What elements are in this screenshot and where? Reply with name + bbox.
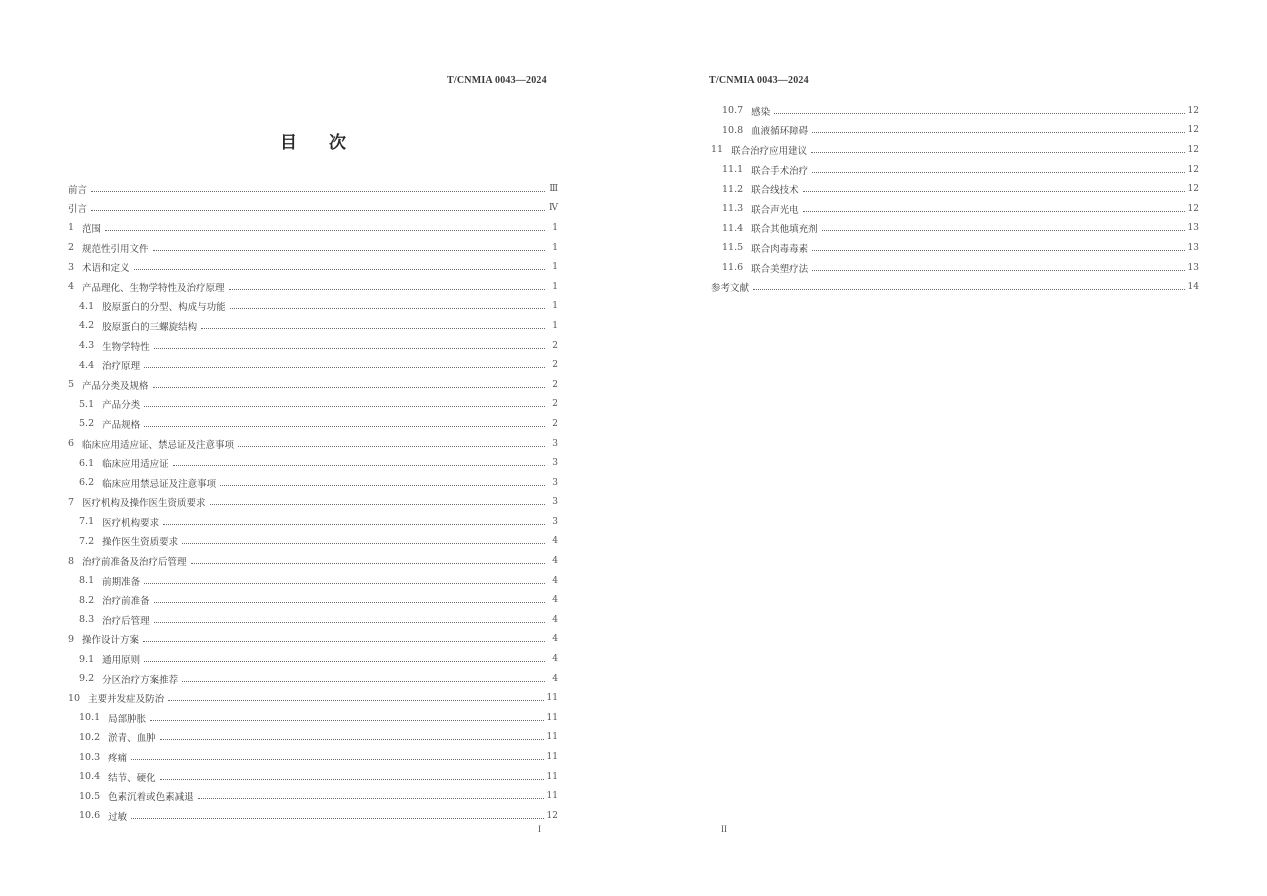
toc-entry-page: 3 — [552, 477, 558, 488]
toc-entry-page: 14 — [1187, 282, 1199, 293]
toc-entry-number: 7.2 — [79, 535, 95, 547]
dot-leader — [803, 210, 1185, 212]
toc-entry-label: 局部肿胀 — [108, 713, 147, 725]
dot-leader — [173, 464, 545, 466]
toc-entry[interactable] — [68, 747, 558, 767]
dot-leader — [182, 542, 545, 544]
dot-leader — [822, 229, 1185, 231]
dot-leader — [812, 171, 1184, 173]
dot-leader — [774, 112, 1184, 114]
toc-entry-page: 12 — [1187, 184, 1199, 195]
dot-leader — [144, 582, 545, 584]
toc-entry-number: 5 — [68, 379, 75, 391]
toc-entry-number: 7 — [68, 496, 75, 508]
dot-leader — [230, 307, 545, 309]
toc-entry-label: 产品分类及规格 — [82, 380, 149, 392]
toc-entry-label: 前言 — [68, 184, 88, 196]
toc-entry-label: 治疗后管理 — [102, 615, 150, 627]
toc-entry-number: 10.2 — [79, 731, 101, 743]
dot-leader — [154, 621, 545, 623]
toc-entry[interactable] — [68, 688, 558, 708]
toc-entry-number: 4.4 — [79, 359, 95, 371]
toc-entry-page: 1 — [552, 242, 558, 253]
toc-entry-number: 8.1 — [79, 575, 95, 587]
toc-entry-label: 联合线技术 — [751, 185, 799, 197]
toc-entry-label: 主要并发症及防治 — [88, 694, 165, 706]
toc-entry-number: 11.2 — [722, 183, 744, 195]
dot-leader — [153, 386, 545, 388]
toc-entry-page: 1 — [552, 301, 558, 312]
toc-entry-number: 2 — [68, 242, 75, 254]
toc-entry-label: 医疗机构及操作医生资质要求 — [82, 498, 206, 510]
toc-entry[interactable] — [68, 532, 558, 552]
page-number: I — [538, 824, 541, 834]
dot-leader — [812, 269, 1184, 271]
toc-entry-number: 11.4 — [722, 222, 744, 234]
toc-entry[interactable] — [68, 669, 558, 689]
toc-entry-label: 感染 — [751, 106, 771, 118]
toc-entry-label: 联合手术治疗 — [751, 165, 809, 177]
dot-leader — [210, 503, 545, 505]
toc-entry[interactable] — [68, 199, 558, 219]
toc-entry-page: 2 — [552, 399, 558, 410]
toc-entry-page: 13 — [1187, 262, 1199, 273]
toc-entry-label: 操作设计方案 — [82, 635, 140, 647]
toc-entry[interactable] — [68, 277, 558, 297]
toc-entry-number: 11.1 — [722, 164, 744, 176]
dot-leader — [191, 562, 545, 564]
toc-entry-number: 5.2 — [79, 418, 95, 430]
dot-leader — [144, 405, 545, 407]
toc-entry-number: 6.2 — [79, 477, 95, 489]
toc-entry-page: 13 — [1187, 223, 1199, 234]
toc-entry-page: 11 — [546, 693, 558, 704]
toc-entry[interactable] — [711, 277, 1199, 297]
dot-leader — [144, 660, 545, 662]
dot-leader — [91, 190, 545, 192]
toc-entry-page: 3 — [552, 516, 558, 527]
toc-entry-number: 5.1 — [79, 398, 95, 410]
left-page — [0, 0, 620, 896]
toc-entry-label: 治疗原理 — [102, 361, 141, 373]
toc-entry-label: 联合其他填充剂 — [751, 224, 818, 236]
toc-entry[interactable] — [68, 649, 558, 669]
toc-entry-number: 10.7 — [722, 105, 744, 117]
toc-entry-label: 术语和定义 — [82, 263, 130, 275]
dot-leader — [811, 151, 1184, 153]
dot-leader — [154, 601, 545, 603]
dot-leader — [812, 131, 1184, 133]
toc-entry-label: 临床应用适应证、禁忌证及注意事项 — [82, 439, 235, 451]
toc-entry[interactable] — [68, 571, 558, 591]
dot-leader — [160, 738, 544, 740]
right-page — [640, 0, 1267, 896]
toc-title: 目次 — [280, 133, 378, 153]
toc-entry-page: 1 — [552, 281, 558, 292]
dot-leader — [134, 268, 545, 270]
toc-entry-page: 11 — [546, 771, 558, 782]
toc-entry[interactable] — [711, 179, 1199, 199]
toc-entry-label: 胶原蛋白的三螺旋结构 — [102, 321, 198, 333]
toc-entry[interactable] — [68, 316, 558, 336]
toc-entry-page: 4 — [552, 634, 558, 645]
toc-list — [711, 101, 1199, 297]
toc-entry-page: 12 — [1187, 105, 1199, 116]
toc-entry-page: 2 — [552, 360, 558, 371]
toc-entry-label: 过敏 — [108, 811, 128, 823]
dot-leader — [131, 817, 543, 819]
dot-leader — [153, 249, 545, 251]
toc-entry-label: 治疗前准备 — [102, 596, 150, 608]
toc-entry-number: 4.2 — [79, 320, 95, 332]
dot-leader — [229, 288, 545, 290]
toc-entry-label: 淤青、血肿 — [108, 733, 156, 745]
toc-entry-page: 4 — [552, 654, 558, 665]
toc-entry-page: 4 — [552, 595, 558, 606]
toc-entry-label: 产品规格 — [102, 419, 141, 431]
toc-entry-page: 2 — [552, 379, 558, 390]
toc-entry-number: 10.1 — [79, 712, 101, 724]
toc-entry[interactable] — [68, 395, 558, 415]
toc-entry-number: 4.1 — [79, 300, 95, 312]
dot-leader — [163, 523, 545, 525]
toc-entry-number: 6 — [68, 438, 75, 450]
toc-entry-label: 临床应用适应证 — [102, 459, 169, 471]
toc-entry-page: 2 — [552, 418, 558, 429]
toc-entry-label: 参考文献 — [711, 283, 750, 295]
dot-leader — [105, 229, 545, 231]
toc-entry-page: 2 — [552, 340, 558, 351]
dot-leader — [91, 209, 545, 211]
toc-entry-label: 胶原蛋白的分型、构成与功能 — [102, 302, 226, 314]
toc-entry-label: 医疗机构要求 — [102, 517, 160, 529]
toc-entry[interactable] — [68, 610, 558, 630]
toc-entry[interactable] — [68, 297, 558, 317]
toc-entry-page: 12 — [1187, 125, 1199, 136]
toc-entry-page: 12 — [1187, 144, 1199, 155]
toc-entry[interactable] — [68, 355, 558, 375]
toc-entry-page: 12 — [546, 810, 558, 821]
toc-entry-number: 9.1 — [79, 653, 95, 665]
toc-entry-label: 联合声光电 — [751, 204, 799, 216]
toc-entry-page: 11 — [546, 712, 558, 723]
toc-entry-number: 10 — [68, 692, 81, 704]
dot-leader — [220, 484, 545, 486]
toc-entry[interactable] — [68, 630, 558, 650]
dot-leader — [201, 327, 545, 329]
toc-entry[interactable] — [68, 551, 558, 571]
toc-entry-number: 8 — [68, 555, 75, 567]
dot-leader — [198, 797, 544, 799]
toc-entry-page: 1 — [552, 320, 558, 331]
toc-entry[interactable] — [68, 218, 558, 238]
toc-entry-label: 规范性引用文件 — [82, 243, 149, 255]
standard-code: T/CNMIA 0043—2024 — [709, 75, 809, 86]
toc-entry-label: 通用原则 — [102, 655, 141, 667]
toc-entry-number: 8.3 — [79, 614, 95, 626]
dot-leader — [238, 445, 545, 447]
page-number: II — [721, 824, 727, 834]
toc-entry-label: 引言 — [68, 204, 88, 216]
toc-entry[interactable] — [68, 767, 558, 787]
dot-leader — [150, 719, 543, 721]
toc-entry[interactable] — [711, 101, 1199, 121]
toc-entry-label: 联合美塑疗法 — [751, 263, 809, 275]
dot-leader — [182, 680, 545, 682]
toc-entry-number: 11.5 — [722, 242, 744, 254]
toc-entry-label: 范围 — [82, 223, 102, 235]
toc-entry-number: 11.3 — [722, 203, 744, 215]
dot-leader — [143, 640, 545, 642]
toc-entry[interactable] — [68, 434, 558, 454]
toc-entry-number: 10.8 — [722, 124, 744, 136]
toc-entry[interactable] — [68, 590, 558, 610]
toc-entry[interactable] — [68, 708, 558, 728]
toc-entry-number: 7.1 — [79, 516, 95, 528]
toc-entry-label: 联合治疗应用建议 — [731, 145, 808, 157]
toc-entry-number: 11.6 — [722, 262, 744, 274]
dot-leader — [753, 288, 1185, 290]
toc-entry-label: 产品理化、生物学特性及治疗原理 — [82, 282, 225, 294]
toc-entry-page: 3 — [552, 458, 558, 469]
toc-entry-label: 前期准备 — [102, 576, 141, 588]
toc-entry[interactable] — [711, 199, 1199, 219]
toc-entry-label: 操作医生资质要求 — [102, 537, 179, 549]
toc-entry-number: 4 — [68, 281, 75, 293]
toc-entry-number: 10.6 — [79, 810, 101, 822]
toc-entry-label: 生物学特性 — [102, 341, 150, 353]
toc-entry[interactable] — [711, 121, 1199, 141]
toc-entry-number: 8.2 — [79, 594, 95, 606]
toc-entry-page: 11 — [546, 791, 558, 802]
dot-leader — [812, 249, 1184, 251]
toc-entry[interactable] — [68, 336, 558, 356]
toc-entry-page: 13 — [1187, 242, 1199, 253]
toc-entry-page: 3 — [552, 438, 558, 449]
toc-entry-page: 4 — [552, 614, 558, 625]
toc-list — [68, 179, 558, 826]
toc-entry-label: 产品分类 — [102, 400, 141, 412]
toc-entry-label: 结节、硬化 — [108, 772, 156, 784]
standard-code: T/CNMIA 0043—2024 — [447, 75, 547, 86]
toc-entry-page: 11 — [546, 752, 558, 763]
toc-entry-number: 4.3 — [79, 340, 95, 352]
toc-entry-number: 9 — [68, 633, 75, 645]
dot-leader — [154, 347, 545, 349]
toc-entry-number: 3 — [68, 261, 75, 273]
toc-entry-label: 治疗前准备及治疗后管理 — [82, 557, 187, 569]
toc-entry[interactable] — [68, 453, 558, 473]
toc-entry-number: 10.4 — [79, 771, 101, 783]
toc-entry[interactable] — [68, 786, 558, 806]
toc-entry[interactable] — [68, 375, 558, 395]
toc-entry[interactable] — [711, 160, 1199, 180]
toc-entry[interactable] — [711, 238, 1199, 258]
dot-leader — [168, 699, 543, 701]
toc-entry-label: 分区治疗方案推荐 — [102, 674, 179, 686]
dot-leader — [803, 190, 1185, 192]
toc-entry-label: 血液循环障碍 — [751, 126, 809, 138]
toc-entry-page: 3 — [552, 497, 558, 508]
toc-entry-number: 11 — [711, 144, 724, 156]
toc-entry[interactable] — [68, 414, 558, 434]
toc-entry-page: 4 — [552, 673, 558, 684]
toc-entry-label: 疼痛 — [108, 753, 128, 765]
toc-entry-page: 12 — [1187, 203, 1199, 214]
toc-entry[interactable] — [68, 179, 558, 199]
dot-leader — [131, 758, 543, 760]
toc-entry-label: 色素沉着或色素减退 — [108, 792, 194, 804]
toc-entry-page: 1 — [552, 222, 558, 233]
toc-entry-page: 4 — [552, 556, 558, 567]
toc-entry-number: 10.5 — [79, 790, 101, 802]
toc-entry-page: 11 — [546, 732, 558, 743]
dot-leader — [144, 425, 545, 427]
toc-entry[interactable] — [68, 512, 558, 532]
toc-entry-number: 1 — [68, 222, 75, 234]
dot-leader — [144, 366, 545, 368]
toc-entry[interactable] — [68, 257, 558, 277]
toc-entry-page: Ⅲ — [549, 183, 558, 194]
toc-entry-page: Ⅳ — [549, 203, 558, 214]
toc-entry[interactable] — [68, 728, 558, 748]
toc-entry-page: 4 — [552, 575, 558, 586]
toc-entry-number: 10.3 — [79, 751, 101, 763]
toc-entry-page: 1 — [552, 262, 558, 273]
toc-entry[interactable] — [68, 493, 558, 513]
toc-entry-page: 4 — [552, 536, 558, 547]
toc-entry[interactable] — [711, 219, 1199, 239]
toc-entry-label: 联合肉毒毒素 — [751, 243, 809, 255]
toc-entry-number: 9.2 — [79, 673, 95, 685]
toc-entry-number: 6.1 — [79, 457, 95, 469]
toc-entry[interactable] — [68, 238, 558, 258]
toc-entry[interactable] — [711, 258, 1199, 278]
dot-leader — [160, 778, 544, 780]
toc-entry[interactable] — [68, 806, 558, 826]
toc-entry-label: 临床应用禁忌证及注意事项 — [102, 478, 217, 490]
toc-entry-page: 12 — [1187, 164, 1199, 175]
toc-entry[interactable] — [68, 473, 558, 493]
toc-entry[interactable] — [711, 140, 1199, 160]
